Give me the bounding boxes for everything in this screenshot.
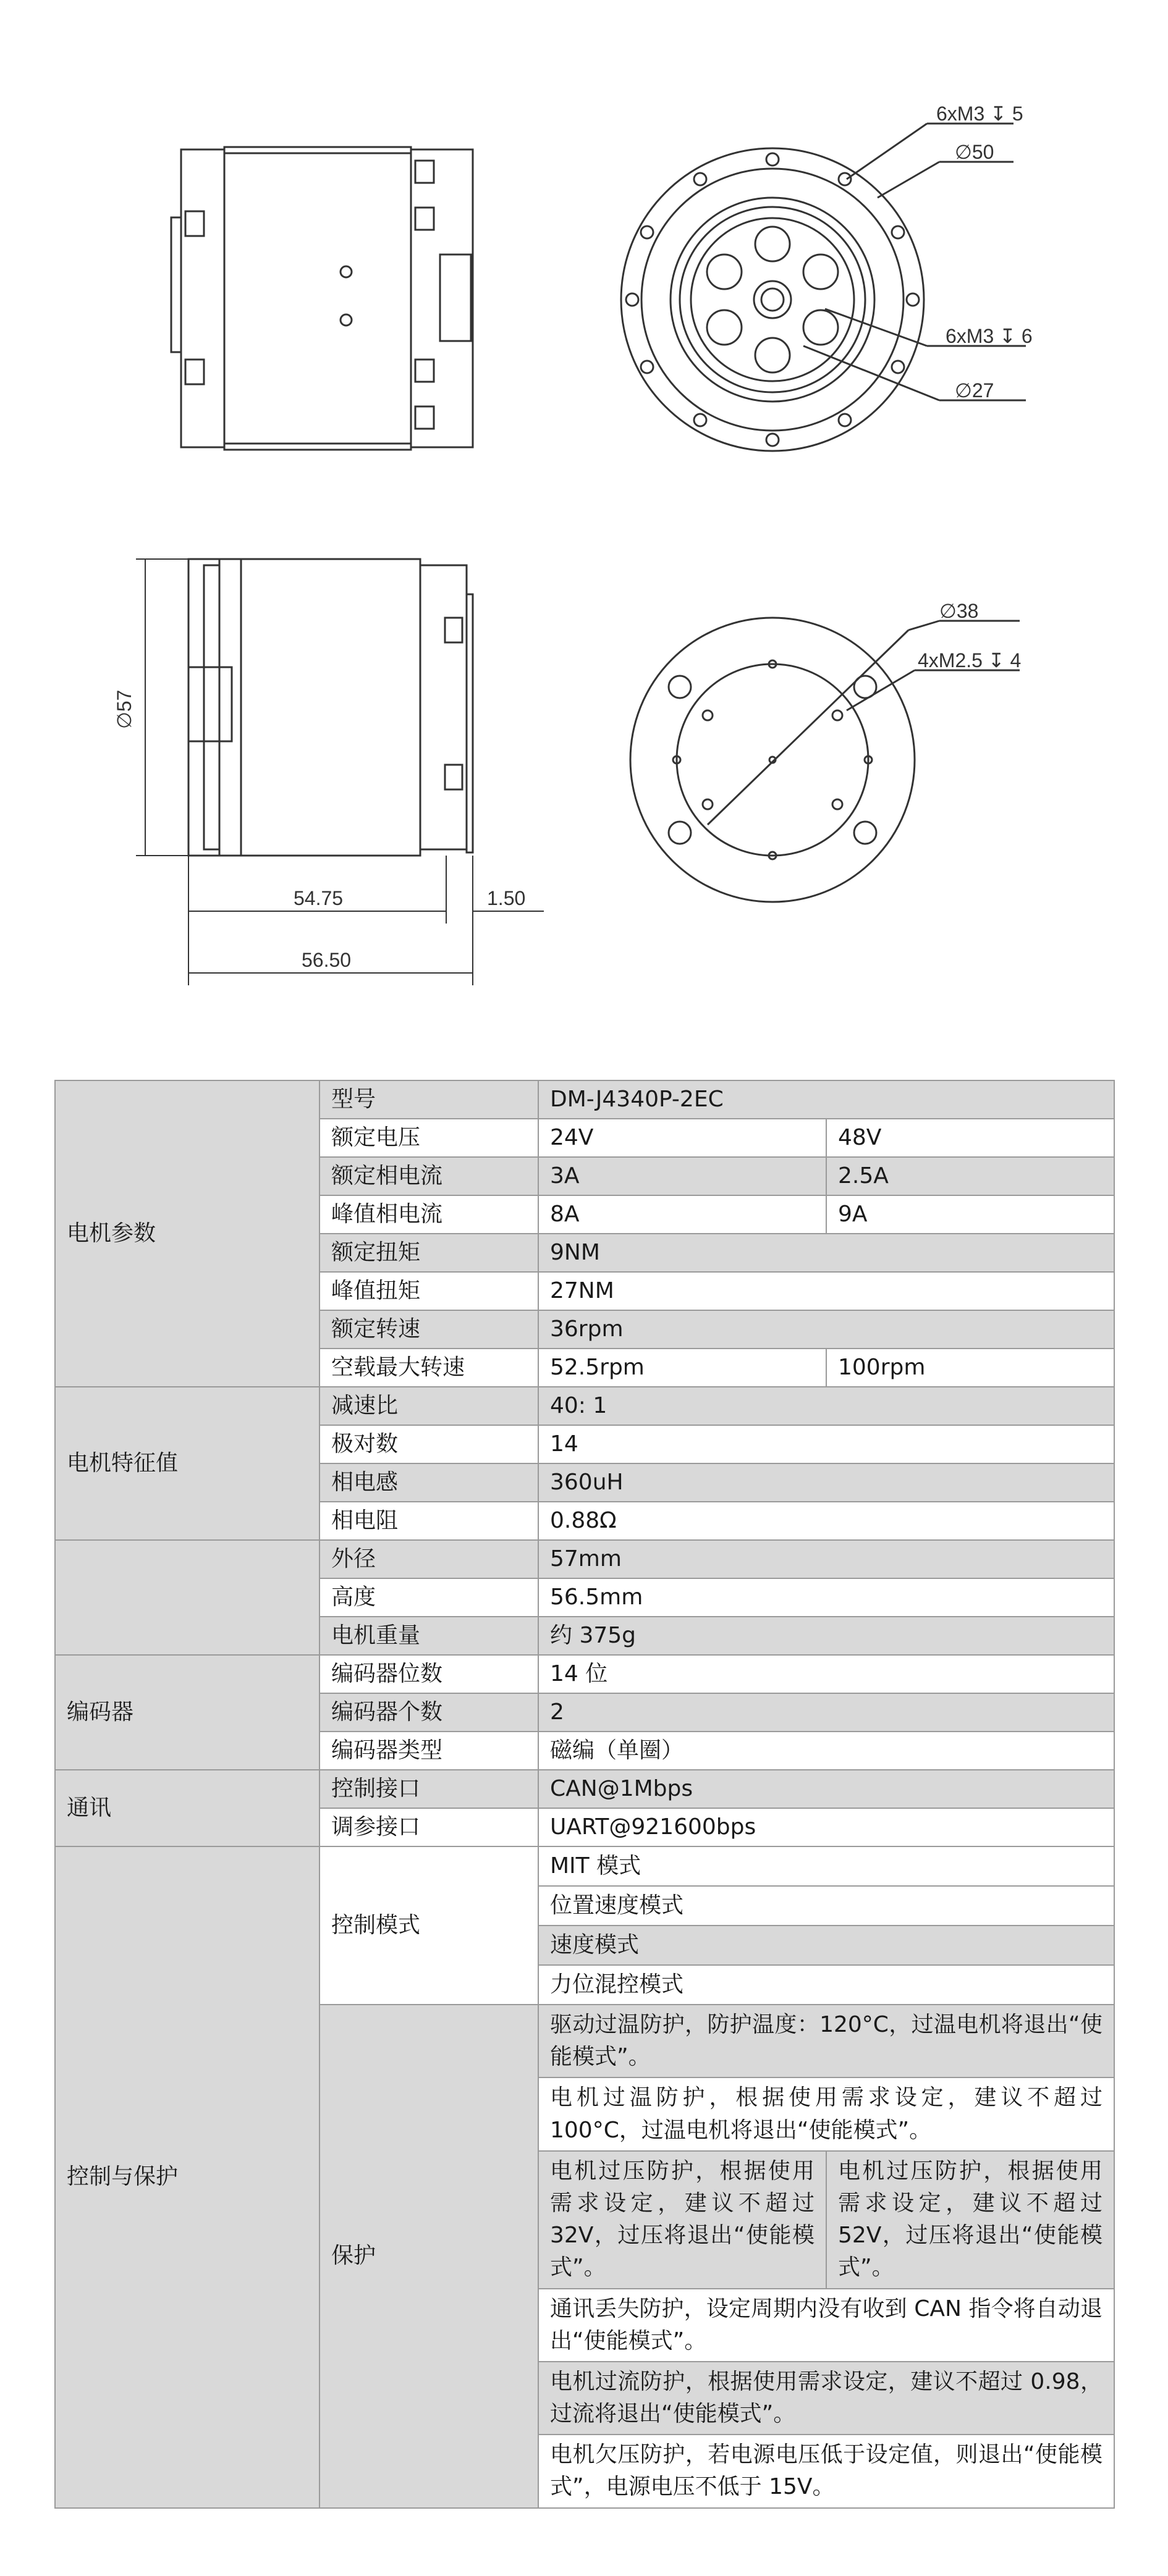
param-label-height: 高度 bbox=[320, 1578, 538, 1617]
control-mode-mit: MIT 模式 bbox=[538, 1846, 1114, 1886]
category-motor-characteristics: 电机特征值 bbox=[55, 1387, 320, 1540]
param-label-encoder-type: 编码器类型 bbox=[320, 1732, 538, 1770]
param-value-outer-diameter: 57mm bbox=[538, 1540, 1114, 1578]
param-label-phase-resistance: 相电阻 bbox=[320, 1502, 538, 1540]
param-value-rated-speed: 36rpm bbox=[538, 1310, 1114, 1349]
param-label-encoder-bits: 编码器位数 bbox=[320, 1655, 538, 1693]
param-label-outer-diameter: 外径 bbox=[320, 1540, 538, 1578]
param-value-reduction-ratio: 40: 1 bbox=[538, 1387, 1114, 1425]
protection-overcurrent: 电机过流防护，根据使用需求设定，建议不超过 0.98，过流将退出“使能模式”。 bbox=[538, 2362, 1114, 2435]
param-value-model: DM-J4340P-2EC bbox=[538, 1080, 1114, 1119]
dim-6xm3-6: 6xM3 ↧ 6 bbox=[946, 325, 1033, 347]
param-label-control-interface: 控制接口 bbox=[320, 1770, 538, 1808]
protection-undervoltage: 电机欠压防护，若电源电压低于设定值，则退出“使能模式”，电源电压不低于 15V。 bbox=[538, 2435, 1114, 2507]
param-value-rated-voltage-24: 24V bbox=[538, 1119, 826, 1157]
param-label-encoder-count: 编码器个数 bbox=[320, 1693, 538, 1732]
param-value-tuning-interface: UART@921600bps bbox=[538, 1808, 1114, 1846]
dim-1-50: 1.50 bbox=[487, 887, 526, 909]
side-view-top bbox=[171, 147, 473, 450]
param-value-encoder-count: 2 bbox=[538, 1693, 1114, 1732]
control-mode-speed: 速度模式 bbox=[538, 1926, 1114, 1965]
param-value-height: 56.5mm bbox=[538, 1578, 1114, 1617]
param-value-peak-torque: 27NM bbox=[538, 1272, 1114, 1310]
protection-driver-overtemp: 驱动过温防护，防护温度：120°C，过温电机将退出“使能模式”。 bbox=[538, 2005, 1114, 2077]
param-value-encoder-bits: 14 位 bbox=[538, 1655, 1114, 1693]
param-label-noload-speed: 空载最大转速 bbox=[320, 1349, 538, 1387]
param-value-rated-current-24: 3A bbox=[538, 1157, 826, 1195]
protection-comm-loss: 通讯丢失防护，设定周期内没有收到 CAN 指令将自动退出“使能模式”。 bbox=[538, 2289, 1114, 2362]
dim-d27: ∅27 bbox=[955, 379, 994, 402]
param-label-protection: 保护 bbox=[320, 2005, 538, 2508]
dim-6xm3-5: 6xM3 ↧ 5 bbox=[936, 103, 1023, 125]
dim-56-50: 56.50 bbox=[302, 949, 352, 971]
control-mode-position-speed: 位置速度模式 bbox=[538, 1886, 1114, 1926]
param-value-control-interface: CAN@1Mbps bbox=[538, 1770, 1114, 1808]
param-label-control-mode: 控制模式 bbox=[320, 1846, 538, 2005]
front-view-top bbox=[621, 124, 1026, 451]
param-value-phase-inductance: 360uH bbox=[538, 1463, 1114, 1502]
category-communication: 通讯 bbox=[55, 1770, 320, 1846]
param-value-rated-torque: 9NM bbox=[538, 1234, 1114, 1272]
category-control-protection: 控制与保护 bbox=[55, 1846, 320, 2508]
protection-overvoltage-48v: 电机过压防护，根据使用需求设定，建议不超过52V，过压将退出“使能模式”。 bbox=[826, 2151, 1114, 2289]
param-value-rated-current-48: 2.5A bbox=[826, 1157, 1114, 1195]
spec-table bbox=[54, 1080, 1115, 2509]
param-value-phase-resistance: 0.88Ω bbox=[538, 1502, 1114, 1540]
param-label-weight: 电机重量 bbox=[320, 1617, 538, 1655]
dim-d38: ∅38 bbox=[939, 600, 979, 622]
param-value-weight: 约 375g bbox=[538, 1617, 1114, 1655]
param-label-reduction-ratio: 减速比 bbox=[320, 1387, 538, 1425]
param-value-encoder-type: 磁编（单圈） bbox=[538, 1732, 1114, 1770]
param-label-model: 型号 bbox=[320, 1080, 538, 1119]
param-value-rated-voltage-48: 48V bbox=[826, 1119, 1114, 1157]
param-label-tuning-interface: 调参接口 bbox=[320, 1808, 538, 1846]
param-label-rated-current: 额定相电流 bbox=[320, 1157, 538, 1195]
param-label-rated-torque: 额定扭矩 bbox=[320, 1234, 538, 1272]
protection-motor-overtemp: 电机过温防护，根据使用需求设定，建议不超过100°C，过温电机将退出“使能模式”。 bbox=[538, 2077, 1114, 2150]
param-label-phase-inductance: 相电感 bbox=[320, 1463, 538, 1502]
param-value-peak-current-24: 8A bbox=[538, 1195, 826, 1234]
param-label-rated-voltage: 额定电压 bbox=[320, 1119, 538, 1157]
param-label-peak-torque: 峰值扭矩 bbox=[320, 1272, 538, 1310]
dim-54-75: 54.75 bbox=[294, 887, 344, 909]
side-view-bottom bbox=[136, 559, 544, 985]
dim-d57: ∅57 bbox=[113, 689, 135, 729]
category-encoder: 编码器 bbox=[55, 1655, 320, 1770]
category-motor-params: 电机参数 bbox=[55, 1080, 320, 1387]
param-label-rated-speed: 额定转速 bbox=[320, 1310, 538, 1349]
technical-drawing bbox=[0, 0, 1168, 1050]
param-label-pole-pairs: 极对数 bbox=[320, 1425, 538, 1463]
param-value-pole-pairs: 14 bbox=[538, 1425, 1114, 1463]
param-label-peak-current: 峰值相电流 bbox=[320, 1195, 538, 1234]
dim-d50: ∅50 bbox=[955, 141, 994, 163]
param-value-noload-speed-24: 52.5rpm bbox=[538, 1349, 826, 1387]
param-value-peak-current-48: 9A bbox=[826, 1195, 1114, 1234]
control-mode-force-position: 力位混控模式 bbox=[538, 1965, 1114, 2005]
protection-overvoltage-24v: 电机过压防护，根据使用需求设定，建议不超过32V，过压将退出“使能模式”。 bbox=[538, 2151, 826, 2289]
dim-4xm25-4: 4xM2.5 ↧ 4 bbox=[918, 649, 1022, 671]
param-value-noload-speed-48: 100rpm bbox=[826, 1349, 1114, 1387]
category-dimensions bbox=[55, 1540, 320, 1655]
